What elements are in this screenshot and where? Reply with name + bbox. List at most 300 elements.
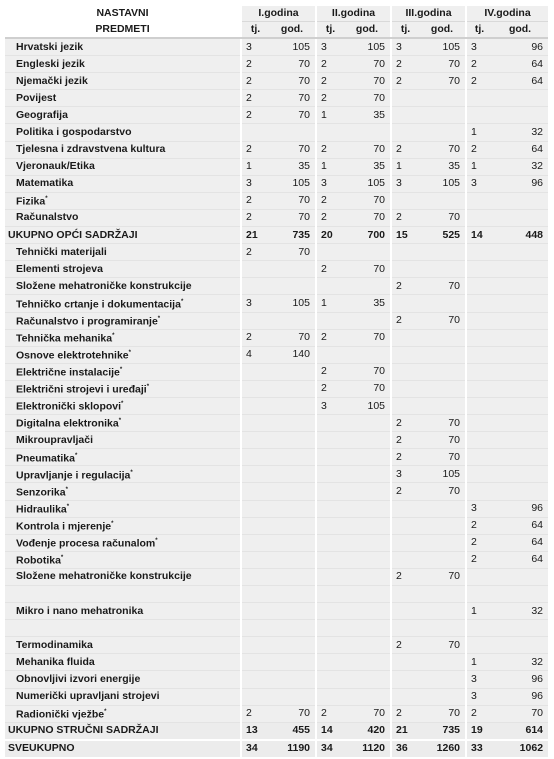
weekly-hours-cell: 1 bbox=[466, 603, 492, 620]
weekly-hours-cell: 3 bbox=[391, 175, 419, 192]
yearly-hours-cell bbox=[492, 397, 548, 414]
weekly-hours-cell bbox=[316, 278, 344, 295]
weekly-hours-cell: 2 bbox=[241, 90, 269, 107]
yearly-hours-cell bbox=[419, 329, 466, 346]
weekly-hours-cell bbox=[466, 312, 492, 329]
spacer-row bbox=[5, 620, 548, 637]
subject-row bbox=[5, 56, 548, 73]
subject-name bbox=[5, 586, 241, 603]
weekly-hours-cell: 2 bbox=[241, 192, 269, 209]
weekly-hours-cell bbox=[316, 449, 344, 466]
yearly-hours-cell bbox=[419, 671, 466, 688]
yearly-header: god. bbox=[419, 22, 466, 39]
subject-row bbox=[5, 73, 548, 90]
subject-row bbox=[5, 141, 548, 158]
yearly-hours-cell: 70 bbox=[344, 261, 391, 278]
weekly-hours-cell bbox=[241, 603, 269, 620]
subject-name: Obnovljivi izvori energije bbox=[5, 671, 241, 688]
yearly-hours-cell bbox=[344, 688, 391, 705]
footnote-mark: * bbox=[118, 418, 122, 425]
yearly-hours-cell: 735 bbox=[269, 227, 316, 244]
yearly-hours-cell bbox=[269, 415, 316, 432]
weekly-hours-cell bbox=[316, 517, 344, 534]
subject-name: Osnove elektrotehnike* bbox=[5, 346, 241, 363]
yearly-hours-cell: 32 bbox=[492, 124, 548, 141]
yearly-hours-cell bbox=[419, 534, 466, 551]
total-row bbox=[5, 227, 548, 244]
weekly-hours-cell bbox=[391, 603, 419, 620]
yearly-hours-cell: 70 bbox=[344, 329, 391, 346]
weekly-hours-cell: 2 bbox=[391, 141, 419, 158]
yearly-hours-cell bbox=[344, 124, 391, 141]
yearly-hours-cell bbox=[419, 295, 466, 312]
weekly-hours-cell: 2 bbox=[391, 705, 419, 722]
weekly-hours-cell bbox=[316, 654, 344, 671]
yearly-header: god. bbox=[269, 22, 316, 39]
weekly-hours-cell: 2 bbox=[391, 312, 419, 329]
subject-name: Politika i gospodarstvo bbox=[5, 124, 241, 141]
yearly-hours-cell: 1190 bbox=[269, 740, 316, 758]
weekly-hours-cell: 2 bbox=[391, 568, 419, 585]
subject-row bbox=[5, 654, 548, 671]
subject-row bbox=[5, 209, 548, 226]
yearly-hours-cell: 64 bbox=[492, 56, 548, 73]
weekly-hours-cell: 2 bbox=[316, 380, 344, 397]
spacer-row bbox=[5, 586, 548, 603]
yearly-hours-cell: 700 bbox=[344, 227, 391, 244]
subject-row bbox=[5, 517, 548, 534]
yearly-hours-cell bbox=[419, 107, 466, 124]
yearly-hours-cell bbox=[419, 363, 466, 380]
subject-name: Engleski jezik bbox=[5, 56, 241, 73]
weekly-hours-cell bbox=[316, 312, 344, 329]
yearly-hours-cell: 70 bbox=[269, 141, 316, 158]
yearly-hours-cell: 35 bbox=[344, 158, 391, 175]
weekly-hours-cell bbox=[241, 380, 269, 397]
yearly-hours-cell bbox=[419, 688, 466, 705]
yearly-hours-cell bbox=[492, 363, 548, 380]
subject-name: UKUPNO STRUČNI SADRŽAJI bbox=[5, 722, 241, 740]
subject-row bbox=[5, 397, 548, 414]
weekly-hours-cell bbox=[316, 483, 344, 500]
yearly-hours-cell bbox=[419, 517, 466, 534]
yearly-hours-cell bbox=[344, 244, 391, 261]
weekly-hours-cell: 2 bbox=[241, 73, 269, 90]
subject-row bbox=[5, 244, 548, 261]
yearly-hours-cell: 96 bbox=[492, 688, 548, 705]
weekly-hours-cell bbox=[391, 346, 419, 363]
yearly-hours-cell bbox=[419, 90, 466, 107]
subject-name: Računalstvo bbox=[5, 209, 241, 226]
weekly-hours-cell bbox=[391, 671, 419, 688]
subject-name: Robotika* bbox=[5, 551, 241, 568]
weekly-hours-cell bbox=[241, 312, 269, 329]
weekly-hours-cell bbox=[466, 586, 492, 603]
yearly-hours-cell: 35 bbox=[419, 158, 466, 175]
subject-name: Tehnički materijali bbox=[5, 244, 241, 261]
weekly-hours-cell: 21 bbox=[391, 722, 419, 740]
yearly-hours-cell: 70 bbox=[419, 209, 466, 226]
year-2-header: II.godina bbox=[316, 6, 391, 22]
yearly-hours-cell bbox=[269, 397, 316, 414]
weekly-hours-cell bbox=[241, 534, 269, 551]
yearly-hours-cell: 32 bbox=[492, 158, 548, 175]
yearly-hours-cell bbox=[269, 534, 316, 551]
yearly-hours-cell bbox=[419, 500, 466, 517]
subject-name: Senzorika* bbox=[5, 483, 241, 500]
subject-row bbox=[5, 483, 548, 500]
yearly-hours-cell: 105 bbox=[419, 466, 466, 483]
weekly-hours-cell bbox=[241, 654, 269, 671]
weekly-hours-cell bbox=[391, 688, 419, 705]
yearly-hours-cell: 70 bbox=[269, 209, 316, 226]
yearly-hours-cell bbox=[269, 261, 316, 278]
weekly-hours-cell bbox=[466, 295, 492, 312]
weekly-hours-cell bbox=[241, 620, 269, 637]
weekly-hours-cell bbox=[316, 568, 344, 585]
weekly-hours-cell: 3 bbox=[466, 671, 492, 688]
yearly-hours-cell bbox=[344, 415, 391, 432]
subject-name: SVEUKUPNO bbox=[5, 740, 241, 758]
weekly-hours-cell: 2 bbox=[466, 551, 492, 568]
yearly-hours-cell bbox=[344, 500, 391, 517]
yearly-hours-cell: 70 bbox=[269, 56, 316, 73]
weekly-hours-cell bbox=[391, 261, 419, 278]
yearly-hours-cell: 70 bbox=[344, 380, 391, 397]
weekly-hours-cell bbox=[241, 671, 269, 688]
yearly-hours-cell bbox=[344, 620, 391, 637]
yearly-hours-cell: 35 bbox=[344, 107, 391, 124]
yearly-hours-cell: 70 bbox=[419, 312, 466, 329]
weekly-hours-cell: 2 bbox=[391, 278, 419, 295]
yearly-hours-cell bbox=[419, 586, 466, 603]
yearly-hours-cell bbox=[269, 312, 316, 329]
yearly-hours-cell bbox=[492, 449, 548, 466]
weekly-hours-cell bbox=[241, 688, 269, 705]
footnote-mark: * bbox=[74, 452, 78, 459]
subject-row bbox=[5, 671, 548, 688]
yearly-hours-cell bbox=[344, 312, 391, 329]
weekly-hours-cell: 3 bbox=[241, 38, 269, 56]
yearly-hours-cell bbox=[269, 637, 316, 654]
footnote-mark: * bbox=[111, 520, 114, 527]
yearly-hours-cell bbox=[492, 586, 548, 603]
weekly-hours-cell bbox=[466, 346, 492, 363]
yearly-hours-cell bbox=[419, 620, 466, 637]
yearly-hours-cell: 70 bbox=[419, 415, 466, 432]
yearly-hours-cell: 70 bbox=[344, 363, 391, 380]
subject-name: Digitalna elektronika* bbox=[5, 415, 241, 432]
subject-name: Tehnička mehanika* bbox=[5, 329, 241, 346]
weekly-hours-cell: 2 bbox=[316, 329, 344, 346]
weekly-hours-cell: 2 bbox=[241, 141, 269, 158]
yearly-hours-cell: 420 bbox=[344, 722, 391, 740]
footnote-mark: * bbox=[157, 315, 161, 322]
weekly-hours-cell bbox=[316, 415, 344, 432]
footnote-mark: * bbox=[45, 196, 48, 203]
subject-name: Upravljanje i regulacija* bbox=[5, 466, 241, 483]
weekly-hours-cell bbox=[391, 517, 419, 534]
subject-row bbox=[5, 124, 548, 141]
yearly-hours-cell: 32 bbox=[492, 654, 548, 671]
yearly-hours-cell: 70 bbox=[492, 705, 548, 722]
weekly-hours-cell: 2 bbox=[316, 73, 344, 90]
subject-name: UKUPNO OPĆI SADRŽAJI bbox=[5, 227, 241, 244]
yearly-hours-cell bbox=[269, 124, 316, 141]
subject-row bbox=[5, 278, 548, 295]
weekly-hours-cell bbox=[466, 466, 492, 483]
yearly-hours-cell bbox=[344, 637, 391, 654]
yearly-hours-cell bbox=[344, 346, 391, 363]
weekly-hours-cell bbox=[241, 397, 269, 414]
weekly-hours-cell bbox=[316, 620, 344, 637]
yearly-hours-cell: 64 bbox=[492, 141, 548, 158]
subjects-header-line2: PREDMETI bbox=[5, 22, 241, 39]
weekly-hours-cell: 2 bbox=[241, 209, 269, 226]
weekly-hours-cell: 14 bbox=[316, 722, 344, 740]
weekly-hours-cell: 15 bbox=[391, 227, 419, 244]
subject-name: Kontrola i mjerenje* bbox=[5, 517, 241, 534]
weekly-hours-cell: 2 bbox=[241, 329, 269, 346]
weekly-hours-cell: 19 bbox=[466, 722, 492, 740]
subject-name: Elementi strojeva bbox=[5, 261, 241, 278]
yearly-hours-cell bbox=[419, 397, 466, 414]
weekly-hours-cell bbox=[391, 586, 419, 603]
subject-row bbox=[5, 158, 548, 175]
yearly-hours-cell: 1062 bbox=[492, 740, 548, 758]
subject-row bbox=[5, 312, 548, 329]
yearly-hours-cell bbox=[492, 295, 548, 312]
subject-name: Mehanika fluida bbox=[5, 654, 241, 671]
subject-row bbox=[5, 449, 548, 466]
subject-name: Povijest bbox=[5, 90, 241, 107]
yearly-hours-cell bbox=[344, 654, 391, 671]
subject-row bbox=[5, 551, 548, 568]
weekly-hours-cell: 2 bbox=[241, 107, 269, 124]
weekly-hours-cell: 3 bbox=[316, 175, 344, 192]
curriculum-table bbox=[5, 6, 548, 759]
yearly-hours-cell: 64 bbox=[492, 534, 548, 551]
yearly-hours-cell: 1120 bbox=[344, 740, 391, 758]
weekly-hours-cell bbox=[316, 671, 344, 688]
subject-row bbox=[5, 637, 548, 654]
yearly-hours-cell: 1260 bbox=[419, 740, 466, 758]
yearly-hours-cell: 70 bbox=[344, 192, 391, 209]
footnote-mark: * bbox=[65, 486, 68, 493]
weekly-hours-cell bbox=[316, 466, 344, 483]
subject-name: Mikro i nano mehatronika bbox=[5, 603, 241, 620]
footnote-mark: * bbox=[130, 469, 133, 476]
subject-row bbox=[5, 346, 548, 363]
yearly-hours-cell bbox=[492, 346, 548, 363]
weekly-hours-cell: 1 bbox=[466, 124, 492, 141]
subject-name: Numerički upravljani strojevi bbox=[5, 688, 241, 705]
subject-name: Električni strojevi i uređaji* bbox=[5, 380, 241, 397]
weekly-hours-cell: 2 bbox=[466, 517, 492, 534]
subject-name: Njemački jezik bbox=[5, 73, 241, 90]
footnote-mark: * bbox=[128, 349, 131, 356]
weekly-hours-cell: 1 bbox=[466, 654, 492, 671]
weekly-hours-cell bbox=[466, 483, 492, 500]
weekly-hours-cell bbox=[241, 551, 269, 568]
subject-row bbox=[5, 534, 548, 551]
yearly-hours-cell bbox=[492, 261, 548, 278]
yearly-hours-cell: 96 bbox=[492, 671, 548, 688]
weekly-hours-cell bbox=[316, 500, 344, 517]
yearly-hours-cell bbox=[419, 244, 466, 261]
year-3-header: III.godina bbox=[391, 6, 466, 22]
weekly-hours-cell: 14 bbox=[466, 227, 492, 244]
subject-name: Vjeronauk/Etika bbox=[5, 158, 241, 175]
weekly-hours-cell: 3 bbox=[391, 38, 419, 56]
yearly-hours-cell bbox=[344, 671, 391, 688]
weekly-hours-cell: 1 bbox=[241, 158, 269, 175]
yearly-hours-cell: 105 bbox=[344, 397, 391, 414]
yearly-hours-cell: 735 bbox=[419, 722, 466, 740]
weekly-hours-cell: 2 bbox=[316, 209, 344, 226]
weekly-hours-cell: 2 bbox=[241, 56, 269, 73]
weekly-hours-cell: 1 bbox=[316, 107, 344, 124]
yearly-hours-cell: 448 bbox=[492, 227, 548, 244]
weekly-hours-cell bbox=[241, 517, 269, 534]
subject-row bbox=[5, 295, 548, 312]
weekly-hours-cell bbox=[391, 107, 419, 124]
yearly-hours-cell: 96 bbox=[492, 38, 548, 56]
yearly-hours-cell bbox=[344, 466, 391, 483]
weekly-hours-cell: 2 bbox=[391, 432, 419, 449]
footnote-mark: * bbox=[112, 332, 115, 339]
weekly-hours-cell bbox=[241, 363, 269, 380]
subject-row bbox=[5, 192, 548, 209]
yearly-hours-cell bbox=[269, 517, 316, 534]
yearly-hours-cell: 70 bbox=[419, 637, 466, 654]
weekly-hours-cell: 3 bbox=[316, 38, 344, 56]
yearly-hours-cell bbox=[269, 688, 316, 705]
weekly-hours-cell bbox=[466, 363, 492, 380]
yearly-hours-cell bbox=[492, 415, 548, 432]
weekly-hours-cell bbox=[466, 380, 492, 397]
weekly-hours-cell bbox=[241, 124, 269, 141]
weekly-hours-cell: 2 bbox=[391, 56, 419, 73]
subject-row bbox=[5, 432, 548, 449]
weekly-hours-cell bbox=[241, 278, 269, 295]
weekly-hours-cell bbox=[391, 363, 419, 380]
yearly-hours-cell: 105 bbox=[269, 38, 316, 56]
yearly-hours-cell bbox=[419, 192, 466, 209]
yearly-hours-cell bbox=[492, 107, 548, 124]
weekly-hours-cell bbox=[316, 688, 344, 705]
weekly-hours-cell: 2 bbox=[391, 449, 419, 466]
yearly-hours-cell bbox=[419, 346, 466, 363]
weekly-hours-cell bbox=[241, 483, 269, 500]
yearly-hours-cell bbox=[419, 603, 466, 620]
weekly-hours-cell: 4 bbox=[241, 346, 269, 363]
yearly-hours-cell: 35 bbox=[269, 158, 316, 175]
yearly-hours-cell bbox=[269, 551, 316, 568]
total-row bbox=[5, 722, 548, 740]
yearly-hours-cell: 70 bbox=[419, 73, 466, 90]
weekly-hours-cell bbox=[391, 534, 419, 551]
weekly-hours-cell bbox=[466, 261, 492, 278]
weekly-hours-cell bbox=[466, 244, 492, 261]
yearly-hours-cell: 455 bbox=[269, 722, 316, 740]
weekly-hours-cell bbox=[466, 107, 492, 124]
yearly-hours-cell: 70 bbox=[344, 209, 391, 226]
weekly-hours-cell: 2 bbox=[316, 705, 344, 722]
yearly-hours-cell: 140 bbox=[269, 346, 316, 363]
weekly-hours-cell: 2 bbox=[466, 534, 492, 551]
weekly-hours-cell bbox=[391, 380, 419, 397]
weekly-hours-cell: 3 bbox=[391, 466, 419, 483]
weekly-hours-cell bbox=[316, 551, 344, 568]
yearly-hours-cell: 70 bbox=[344, 56, 391, 73]
weekly-hours-cell: 3 bbox=[241, 175, 269, 192]
subject-row bbox=[5, 415, 548, 432]
yearly-hours-cell: 105 bbox=[419, 38, 466, 56]
weekly-hours-cell bbox=[466, 620, 492, 637]
weekly-hours-cell bbox=[391, 90, 419, 107]
yearly-hours-cell: 105 bbox=[344, 175, 391, 192]
yearly-hours-cell: 614 bbox=[492, 722, 548, 740]
yearly-hours-cell bbox=[419, 124, 466, 141]
yearly-hours-cell: 525 bbox=[419, 227, 466, 244]
weekly-hours-cell bbox=[466, 568, 492, 585]
footnote-mark: * bbox=[119, 367, 123, 374]
weekly-hours-cell bbox=[466, 209, 492, 226]
yearly-hours-cell bbox=[492, 432, 548, 449]
yearly-hours-cell bbox=[269, 671, 316, 688]
yearly-hours-cell bbox=[492, 620, 548, 637]
weekly-hours-cell: 2 bbox=[316, 192, 344, 209]
weekly-hours-cell bbox=[391, 295, 419, 312]
weekly-hours-cell bbox=[391, 620, 419, 637]
yearly-hours-cell bbox=[344, 603, 391, 620]
weekly-hours-cell: 2 bbox=[316, 141, 344, 158]
yearly-hours-cell: 105 bbox=[269, 295, 316, 312]
yearly-hours-cell bbox=[269, 278, 316, 295]
weekly-hours-cell bbox=[241, 261, 269, 278]
yearly-hours-cell: 70 bbox=[344, 73, 391, 90]
weekly-hours-cell: 2 bbox=[391, 209, 419, 226]
subject-row bbox=[5, 466, 548, 483]
yearly-hours-cell bbox=[344, 432, 391, 449]
subject-row bbox=[5, 705, 548, 722]
subject-name: Složene mehatroničke konstrukcije bbox=[5, 568, 241, 585]
yearly-hours-cell bbox=[344, 586, 391, 603]
weekly-hours-cell bbox=[241, 586, 269, 603]
footnote-mark: * bbox=[60, 555, 64, 562]
yearly-hours-cell: 70 bbox=[419, 705, 466, 722]
yearly-hours-cell bbox=[492, 90, 548, 107]
weekly-header: tj. bbox=[316, 22, 344, 39]
weekly-hours-cell: 2 bbox=[466, 141, 492, 158]
yearly-hours-cell: 105 bbox=[419, 175, 466, 192]
subject-name: Hrvatski jezik bbox=[5, 38, 241, 56]
year-4-header: IV.godina bbox=[466, 6, 548, 22]
yearly-hours-cell bbox=[419, 261, 466, 278]
yearly-hours-cell bbox=[344, 551, 391, 568]
subject-name: Elektronički sklopovi* bbox=[5, 397, 241, 414]
subject-name bbox=[5, 620, 241, 637]
weekly-hours-cell bbox=[391, 397, 419, 414]
yearly-hours-cell bbox=[344, 534, 391, 551]
yearly-hours-cell: 70 bbox=[269, 329, 316, 346]
weekly-hours-cell: 3 bbox=[466, 38, 492, 56]
yearly-hours-cell: 70 bbox=[269, 73, 316, 90]
weekly-hours-cell: 3 bbox=[466, 175, 492, 192]
yearly-hours-cell bbox=[269, 449, 316, 466]
year-1-header: I.godina bbox=[241, 6, 316, 22]
